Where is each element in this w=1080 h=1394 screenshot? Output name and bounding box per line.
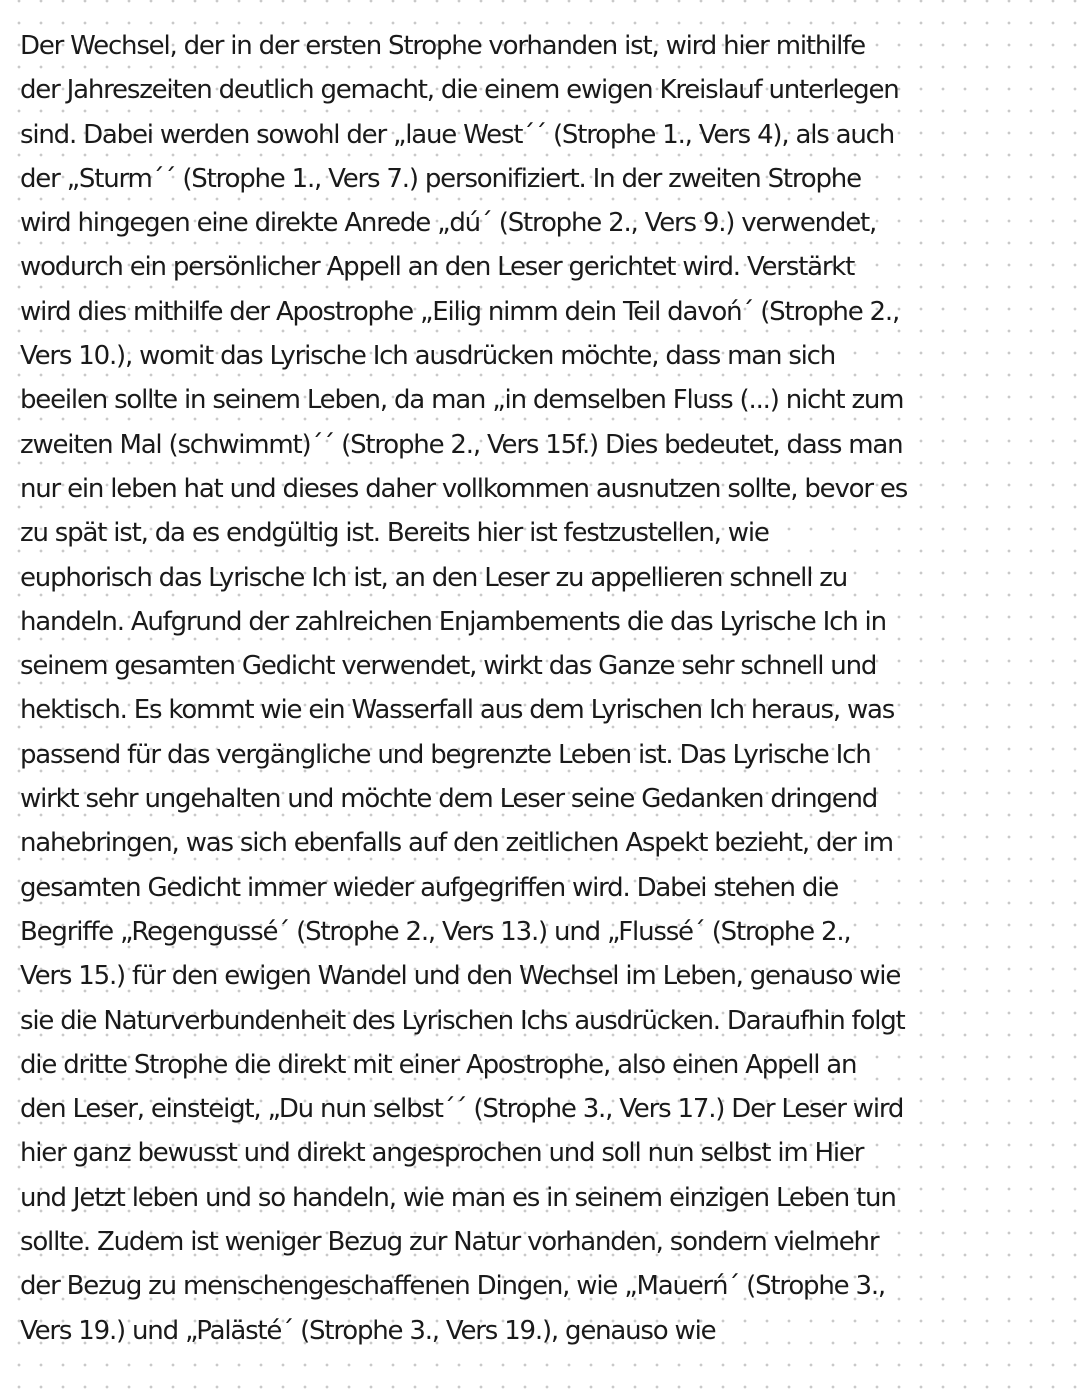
text-line-16: hektisch. Es kommt wie ein Wasserfall aus dem Lyrischen Ich heraus, was — [20, 695, 895, 726]
text-line-8: Vers 10.), womit das Lyrische Ich ausdrücken möchte, dass man sich — [20, 341, 836, 372]
text-line-14: handeln. Aufgrund der zahlreichen Enjambements die das Lyrische Ich in — [20, 606, 886, 637]
text-line-24: die dritte Strophe die direkt mit einer Apostrophe, also einen Appell an — [20, 1049, 857, 1080]
text-line-9: beeilen sollte in seinem Leben, da man „in demselben Fluss (...) nicht zum — [20, 385, 904, 416]
text-line-29: der Bezug zu menschengeschaffenen Dingen, wie „Mauerń´ (Strophe 3., — [20, 1271, 885, 1302]
text-line-15: seinem gesamten Gedicht verwendet, wirkt das Ganze sehr schnell und — [20, 651, 877, 682]
text-line-26: hier ganz bewusst und direkt angesprochen und soll nun selbst im Hier — [20, 1138, 864, 1169]
text-line-1: Der Wechsel, der in der ersten Strophe vorhanden ist, wird hier mithilfe — [20, 31, 865, 61]
text-line-22: Vers 15.) für den ewigen Wandel und den Wechsel im Leben, genauso wie — [20, 961, 901, 992]
text-line-12: zu spät ist, da es endgültig ist. Bereits hier ist festzustellen, wie — [20, 518, 769, 549]
text-line-4: der „Sturm´´ (Strophe 1., Vers 7.) personifiziert. In der zweiten Strophe — [20, 163, 861, 194]
text-line-21: Begriffe „Regengussé´ (Strophe 2., Vers 13.) und „Flussé´ (Strophe 2., — [20, 916, 851, 947]
text-line-18: wirkt sehr ungehalten und möchte dem Leser seine Gedanken dringend — [20, 784, 878, 815]
text-line-30: Vers 19.) und „Palästé´ (Strophe 3., Vers 19.), genauso wie — [20, 1315, 716, 1346]
text-line-25: den Leser, einsteigt, „Du nun selbst´´ (Strophe 3., Vers 17.) Der Leser wird — [20, 1094, 904, 1125]
text-line-28: sollte. Zudem ist weniger Bezug zur Natur vorhanden, sondern vielmehr — [20, 1227, 879, 1258]
text-line-3: sind. Dabei werden sowohl der „laue West´´ (Strophe 1., Vers 4), als auch — [20, 119, 895, 150]
text-line-11: nur ein leben hat und dieses daher vollkommen ausnutzen sollte, bevor es — [20, 473, 908, 504]
text-line-7: wird dies mithilfe der Apostrophe „Eilig nimm dein Teil davoń´ (Strophe 2., — [20, 296, 900, 327]
text-line-2: der Jahreszeiten deutlich gemacht, die einem ewigen Kreislauf unterlegen — [20, 75, 899, 106]
text-line-17: passend für das vergängliche und begrenzte Leben ist. Das Lyrische Ich — [20, 739, 871, 770]
text-line-23: sie die Naturverbundenheit des Lyrischen Ichs ausdrücken. Daraufhin folgt — [20, 1005, 905, 1036]
text-line-20: gesamten Gedicht immer wieder aufgegriffen wird. Dabei stehen die — [20, 872, 839, 903]
text-line-19: nahebringen, was sich ebenfalls auf den zeitlichen Aspekt bezieht, der im — [20, 828, 893, 859]
text-line-6: wodurch ein persönlicher Appell an den Leser gerichtet wird. Verstärkt — [20, 252, 855, 283]
text-line-10: zweiten Mal (schwimmt)´´ (Strophe 2., Vers 15f.) Dies bedeutet, dass man — [20, 429, 903, 460]
text-line-5: wird hingegen eine direkte Anrede „dú´ (Strophe 2., Vers 9.) verwendet, — [20, 208, 877, 239]
text-line-27: und Jetzt leben und so handeln, wie man es in seinem einzigen Leben tun — [20, 1182, 896, 1213]
text-line-13: euphorisch das Lyrische Ich ist, an den Leser zu appellieren schnell zu — [20, 562, 848, 593]
essay-text — [20, 24, 1080, 1353]
